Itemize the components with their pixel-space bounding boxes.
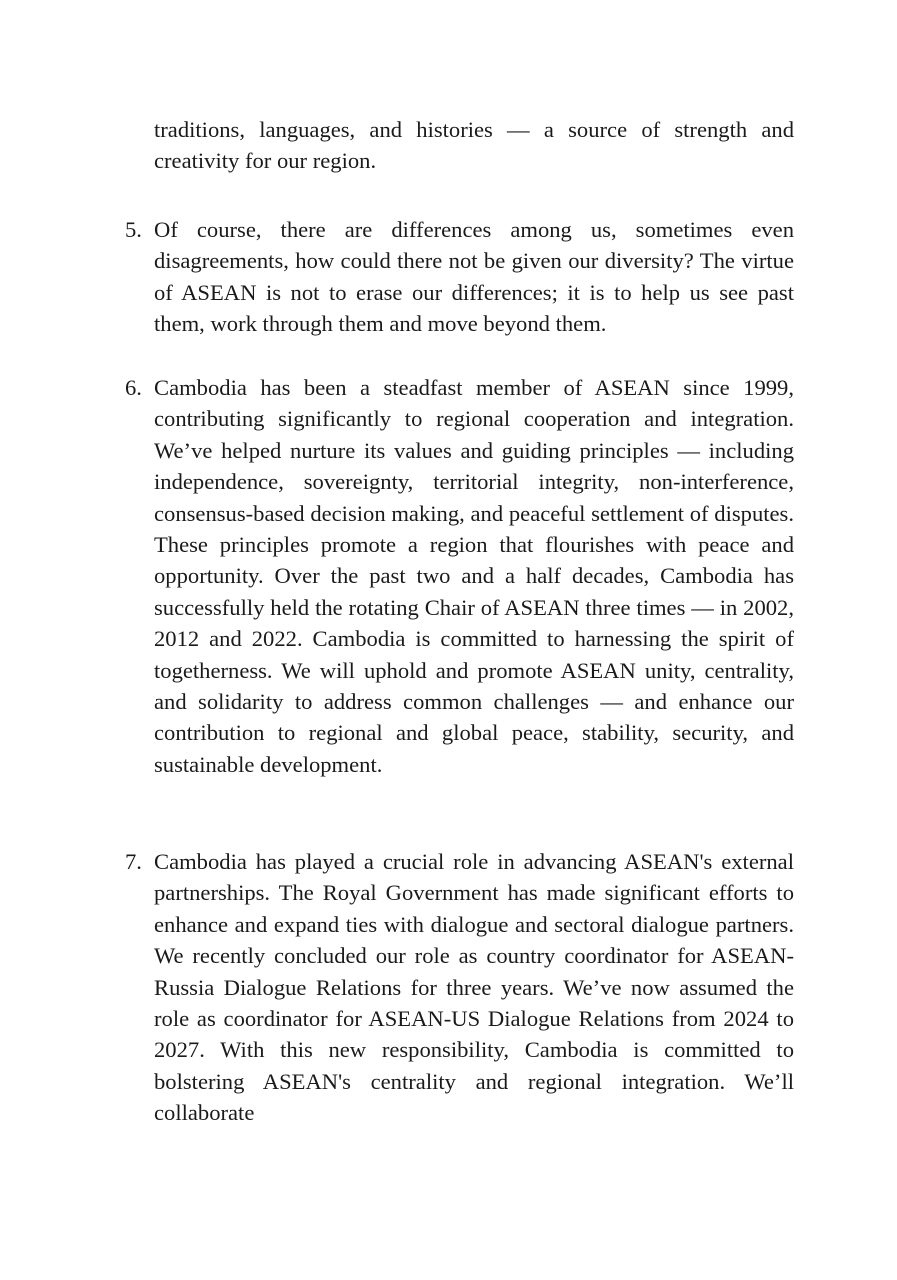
list-item-text: Of course, there are differences among us, sometimes even disagreements, how could there not be given our diversity? The virtue of ASEAN is not to erase our differences; it is to help us see past them, work through them and move beyond them. bbox=[154, 217, 794, 337]
list-item-number: 6. bbox=[125, 375, 142, 400]
list-item-text: Cambodia has been a steadfast member of ASEAN since 1999, contributing significantly to regional cooperation and integration. We’ve helped nurture its values and guiding principles — including independence, sovereignty, territorial integrity, non-interference, consensus-based decision making, and peaceful settlement of disputes. These principles promote a region that flourishes with peace and opportunity. Over the past two and a half decades, Cambodia has successfully held the rotating Chair of ASEAN three times — in 2002, 2012 and 2022. Cambodia is committed to harnessing the spirit of togetherness. We will uphold and promote ASEAN unity, centrality, and solidarity to address common challenges — and enhance our contribution to regional and global peace, stability, security, and sustainable development. bbox=[154, 375, 794, 777]
list-item-number: 7. bbox=[125, 849, 142, 874]
list-item-text: Cambodia has played a crucial role in advancing ASEAN's external partnerships. The Royal Government has made significant efforts to enhance and expand ties with dialogue and sectoral dialogue partners. We recently concluded our role as country coordinator for ASEAN-Russia Dialogue Relations for three years. We’ve now assumed the role as coordinator for ASEAN-US Dialogue Relations from 2024 to 2027. With this new responsibility, Cambodia is committed to bolstering ASEAN's centrality and regional integration. We’ll collaborate bbox=[154, 849, 794, 1126]
list-item-number: 5. bbox=[125, 217, 142, 242]
continuation-paragraph: traditions, languages, and histories — a source of strength and creativity for our region. bbox=[154, 117, 794, 174]
